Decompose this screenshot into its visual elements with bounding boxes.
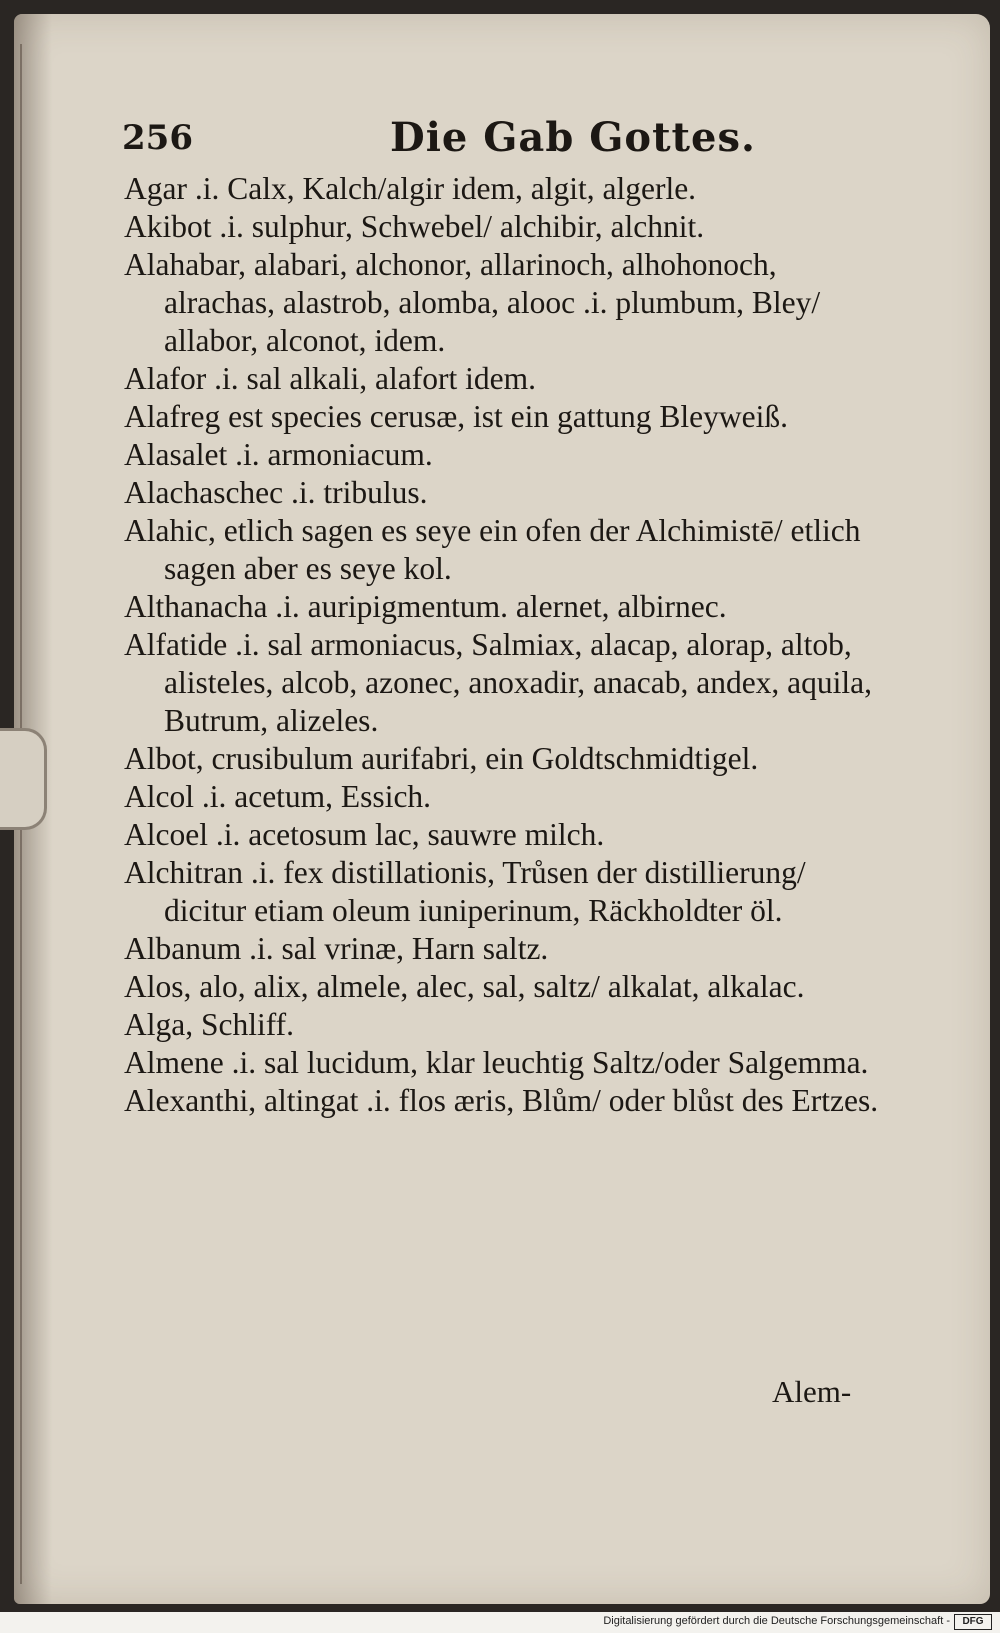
footer-credit: Digitalisierung gefördert durch die Deutsche Forschungsgemeinschaft - bbox=[603, 1615, 950, 1627]
entry: Alahabar, alabari, alchonor, allarinoch, alhohonoch, alrachas, alastrob, alomba, alooc .i. plumbum, Bley/ allabor, alconot, idem. bbox=[124, 247, 821, 358]
entry: Alfatide .i. sal armoniacus, Salmiax, alacap, alorap, altob, alisteles, alcob, azonec, anoxadir, anacab, andex, aquila, Butrum, alizeles. bbox=[124, 627, 873, 738]
running-head: Die Gab Gottes. bbox=[390, 114, 756, 161]
entry: Alos, alo, alix, almele, alec, sal, saltz/ alkalat, alkalac. bbox=[124, 969, 805, 1004]
entry: Alcol .i. acetum, Essich. bbox=[124, 779, 432, 814]
entry: Althanacha .i. auripigmentum. alernet, albirnec. bbox=[124, 589, 727, 624]
page-number: 256 bbox=[122, 118, 193, 158]
entry: Alga, Schliff. bbox=[124, 1007, 295, 1042]
entry: Alcoel .i. acetosum lac, sauwre milch. bbox=[124, 817, 605, 852]
footer-bar bbox=[0, 1612, 1000, 1633]
entry: Alafor .i. sal alkali, alafort idem. bbox=[124, 361, 536, 396]
entry: Almene .i. sal lucidum, klar leuchtig Saltz/oder Salgemma. bbox=[124, 1045, 869, 1080]
entry: Agar .i. Calx, Kalch/algir idem, algit, algerle. bbox=[124, 171, 697, 206]
entry: Albot, crusibulum aurifabri, ein Goldtschmidtigel. bbox=[124, 741, 759, 776]
entry: Albanum .i. sal vrinæ, Harn saltz. bbox=[124, 931, 549, 966]
entry: Alasalet .i. armoniacum. bbox=[124, 437, 433, 472]
entry: Akibot .i. sulphur, Schwebel/ alchibir, alchnit. bbox=[124, 209, 705, 244]
page-header bbox=[110, 112, 870, 172]
clasp-icon bbox=[0, 728, 47, 830]
entry: Alachaschec .i. tribulus. bbox=[124, 475, 428, 510]
entry-list bbox=[124, 170, 894, 1120]
entry: Alafreg est species cerusæ, ist ein gattung Bleyweiß. bbox=[124, 399, 788, 434]
entry: Alexanthi, altingat .i. flos æris, Blům/ oder blůst des Ertzes. bbox=[124, 1083, 879, 1118]
dfg-logo: DFG bbox=[954, 1614, 992, 1630]
entry: Alahic, etlich sagen es seye ein ofen der Alchimistē/ etlich sagen aber es seye kol. bbox=[124, 513, 861, 586]
entry: Alchitran .i. fex distillationis, Trůsen der distillierung/ dicitur etiam oleum iuniperinum, Räckholdter öl. bbox=[124, 855, 806, 928]
catchword: Alem- bbox=[772, 1374, 852, 1409]
